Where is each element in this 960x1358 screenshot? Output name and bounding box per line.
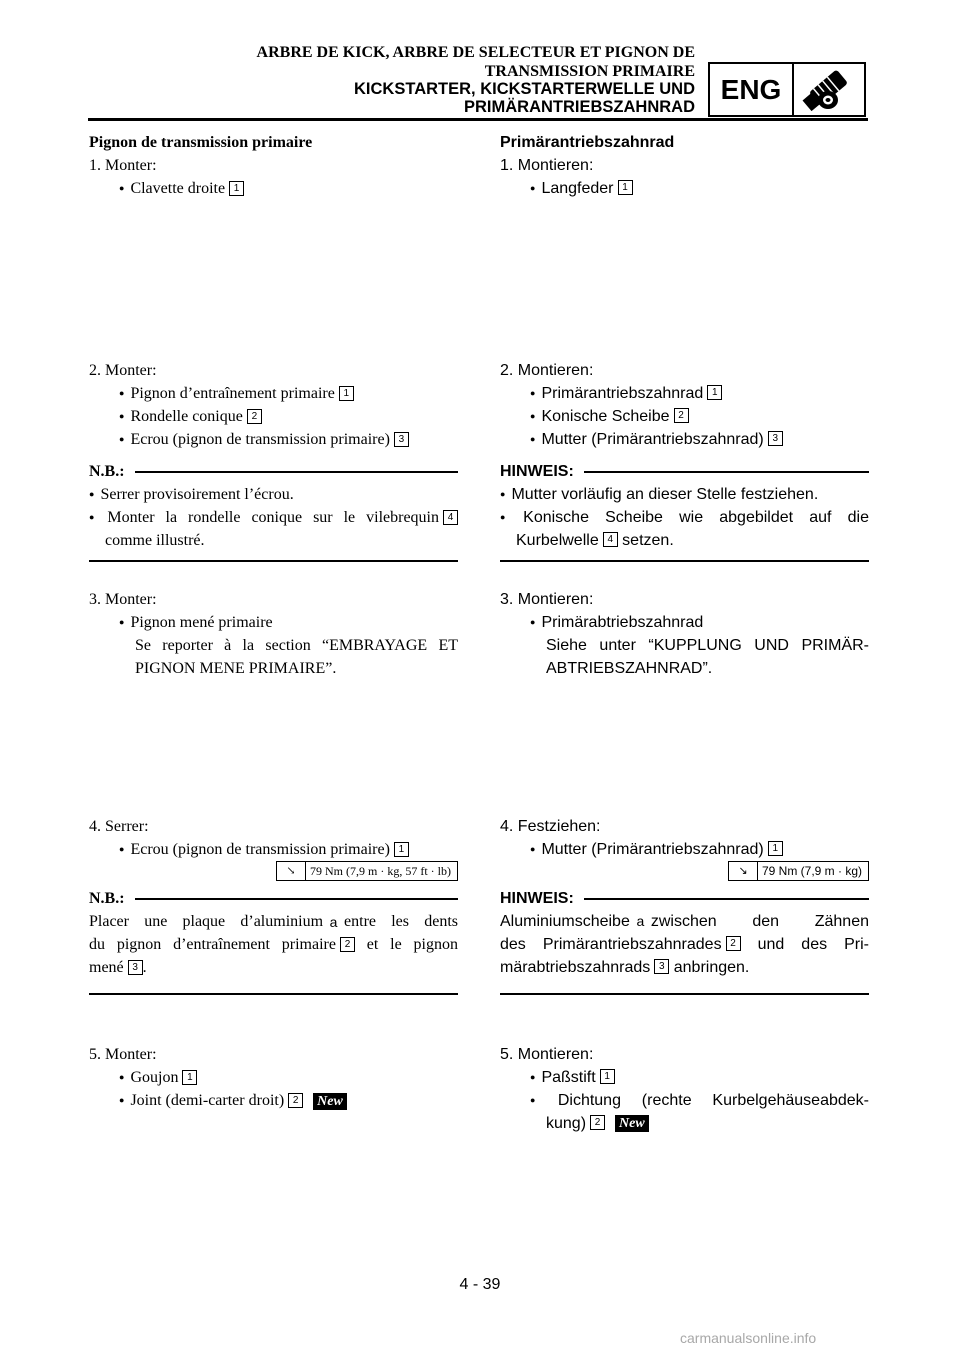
note-text: Placer une plaque d’aluminium a entre les dents xyxy=(89,913,458,930)
note-end-rule xyxy=(89,993,458,995)
list-item-cont: Se reporter à la section “EMBRAYAGE ET xyxy=(135,637,458,654)
callout-letter: a xyxy=(329,913,338,930)
torque-value: 79 Nm (7,9 m · kg) xyxy=(761,863,862,878)
note-item-cont: Kurbelwelle 4 setzen. xyxy=(516,532,674,549)
list-item: ● Primärabtriebszahnrad xyxy=(500,611,869,634)
column-de xyxy=(500,131,869,200)
callout-number: 1 xyxy=(394,842,409,857)
torque-value: 79 Nm (7,9 m · kg, 57 ft · lb) xyxy=(310,863,451,878)
step-label: 1. Monter: xyxy=(89,157,157,174)
note-heading: HINWEIS: xyxy=(500,460,869,483)
note-heading: N.B.: xyxy=(89,460,458,483)
column-de-step2 xyxy=(500,359,869,562)
list-item: ● Ecrou (pignon de transmission primaire) 3 xyxy=(89,428,458,451)
list-item: ● Dichtung (rechte Kurbelgehäuseabdek- xyxy=(500,1089,869,1112)
callout-number: 3 xyxy=(768,431,783,446)
callout-number: 4 xyxy=(443,510,458,525)
callout-number: 1 xyxy=(618,180,633,195)
header-title-de-line1: KICKSTARTER, KICKSTARTERWELLE UND xyxy=(354,80,695,98)
list-item: ● Pignon mené primaire xyxy=(89,611,458,634)
new-part-badge: New xyxy=(615,1115,649,1132)
list-item: ● Mutter (Primärantriebszahnrad) 1 xyxy=(500,838,869,861)
callout-number: 1 xyxy=(229,181,244,196)
list-item: ● Clavette droite 1 xyxy=(89,177,458,200)
step-label: 3. Monter: xyxy=(89,591,157,608)
list-item: ● Konische Scheibe 2 xyxy=(500,405,869,428)
torque-spec xyxy=(500,861,869,881)
column-fr-step5 xyxy=(89,1043,458,1112)
step-label: 3. Montieren: xyxy=(500,591,594,608)
new-part-badge: New xyxy=(313,1093,347,1110)
page-number: 4 - 39 xyxy=(459,1276,501,1293)
step-label: 2. Montieren: xyxy=(500,362,594,379)
note-end-rule xyxy=(89,560,458,562)
section-title-de: Primärantriebszahnrad xyxy=(500,134,675,151)
callout-number: 1 xyxy=(600,1069,615,1084)
callout-number: 3 xyxy=(394,432,409,447)
callout-number: 3 xyxy=(654,959,669,974)
torque-wrench-icon: ↘ xyxy=(729,862,758,880)
note-end-rule xyxy=(500,993,869,995)
list-item: ● Ecrou (pignon de transmission primaire) 1 xyxy=(89,838,458,861)
list-item: ● Primärantriebszahnrad 1 xyxy=(500,382,869,405)
column-de-step4 xyxy=(500,815,869,995)
column-de-step3 xyxy=(500,588,869,680)
list-item-cont: Siehe unter “KUPPLUNG UND PRIMÄR- xyxy=(546,637,869,654)
step-label: 5. Montieren: xyxy=(500,1046,594,1063)
note-text: des Primärantriebszahnrades 2 und des Pri- xyxy=(500,936,869,953)
torque-spec xyxy=(89,861,458,881)
watermark: carmanualsonline.info xyxy=(680,1330,817,1346)
callout-letter: a xyxy=(636,913,645,930)
list-item-cont: PIGNON MENE PRIMAIRE”. xyxy=(135,660,337,677)
note-item: ● Monter la rondelle conique sur le vilebrequin 4 xyxy=(89,506,458,529)
callout-number: 2 xyxy=(247,409,262,424)
note-text: märabtriebszahnrads 3 anbringen. xyxy=(500,959,750,976)
callout-number: 4 xyxy=(603,532,618,547)
list-item: ● Langfeder 1 xyxy=(500,177,869,200)
note-heading: N.B.: xyxy=(89,887,458,910)
callout-number: 1 xyxy=(339,386,354,401)
callout-number: 2 xyxy=(340,937,355,952)
column-fr-step3 xyxy=(89,588,458,680)
step-label: 5. Monter: xyxy=(89,1046,157,1063)
column-fr-step2 xyxy=(89,359,458,562)
callout-number: 2 xyxy=(674,408,689,423)
note-text: du pignon d’entraînement primaire 2 et le pignon xyxy=(89,936,458,953)
callout-number: 1 xyxy=(182,1070,197,1085)
note-text: Aluminiumscheibe a zwischen den Zähnen xyxy=(500,913,869,930)
list-item: ● Goujon 1 xyxy=(89,1066,458,1089)
torque-wrench-icon: ↘ xyxy=(277,862,306,880)
note-item: ● Serrer provisoirement l’écrou. xyxy=(89,486,294,503)
header-rule xyxy=(88,118,868,121)
header-title-fr-line2: TRANSMISSION PRIMAIRE xyxy=(484,63,695,80)
note-heading: HINWEIS: xyxy=(500,887,869,910)
note-item: ● Mutter vorläufig an dieser Stelle festziehen. xyxy=(500,486,819,503)
callout-number: 1 xyxy=(768,841,783,856)
step-label: 4. Festziehen: xyxy=(500,818,601,835)
note-end-rule xyxy=(500,560,869,562)
list-item: ● Mutter (Primärantriebszahnrad) 3 xyxy=(500,428,869,451)
note-item: ● Konische Scheibe wie abgebildet auf die xyxy=(500,509,870,526)
note-text: mené 3 . xyxy=(89,959,147,976)
note-item-cont: comme illustré. xyxy=(105,532,205,549)
callout-number: 1 xyxy=(707,385,722,400)
section-title-fr: Pignon de transmission primaire xyxy=(89,134,313,151)
section-code-badge: ENG xyxy=(708,62,794,117)
list-item: ● Pignon d’entraînement primaire 1 xyxy=(89,382,458,405)
header-title-de-line2: PRIMÄRANTRIEBSZAHNRAD xyxy=(464,98,695,116)
list-item-cont: kung) 2 New xyxy=(500,1112,869,1135)
step-label: 2. Monter: xyxy=(89,362,157,379)
list-item-cont: ABTRIEBSZAHNRAD”. xyxy=(546,660,713,677)
callout-number: 2 xyxy=(288,1093,303,1108)
step-label: 1. Montieren: xyxy=(500,157,594,174)
column-fr xyxy=(89,131,458,200)
callout-number: 2 xyxy=(726,936,741,951)
list-item: ● Paßstift 1 xyxy=(500,1066,869,1089)
column-de-step5 xyxy=(500,1043,869,1135)
step-label: 4. Serrer: xyxy=(89,818,149,835)
engine-bolt-icon xyxy=(792,62,866,117)
header-title-fr-line1: ARBRE DE KICK, ARBRE DE SELECTEUR ET PIGNON DE xyxy=(256,44,695,61)
column-fr-step4 xyxy=(89,815,458,995)
list-item: ● Rondelle conique 2 xyxy=(89,405,458,428)
callout-number: 3 xyxy=(128,960,143,975)
list-item: ● Joint (demi-carter droit) 2 New xyxy=(89,1089,458,1112)
callout-number: 2 xyxy=(590,1115,605,1130)
